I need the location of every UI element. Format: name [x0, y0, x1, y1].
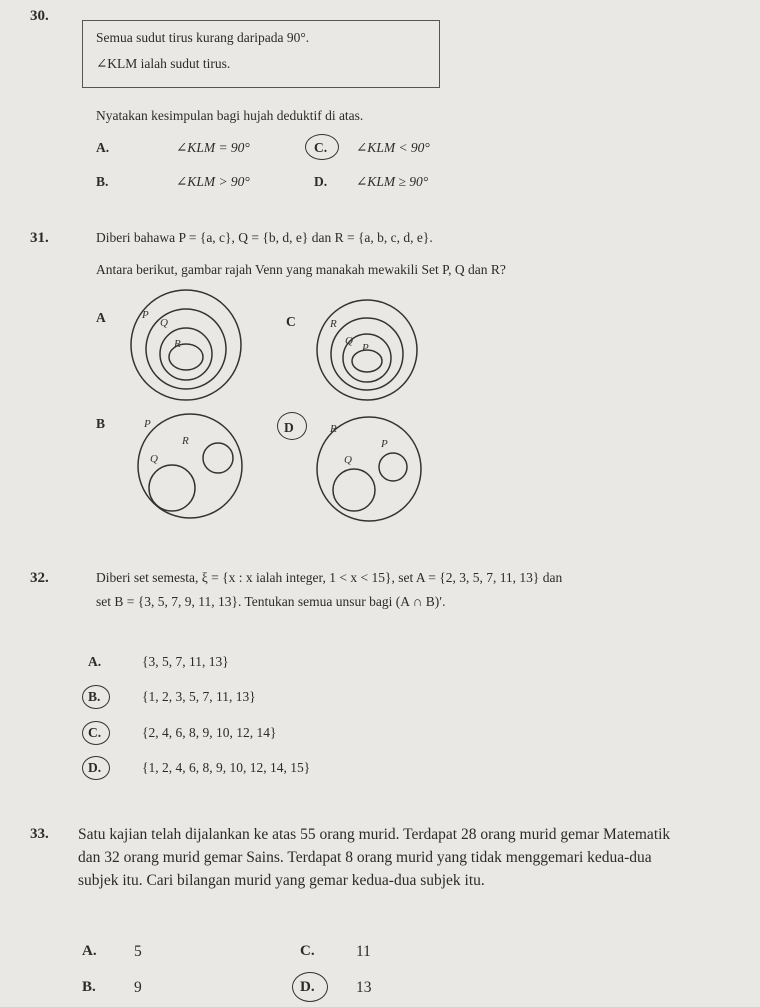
q31-stem: Diberi bahawa P = {a, c}, Q = {b, d, e} dan R = {a, b, c, d, e}.	[96, 230, 433, 245]
venn-d-label-left: Q	[344, 454, 352, 466]
q33-option-c-letter[interactable]: C.	[300, 943, 315, 959]
venn-c-label-inner: P	[362, 342, 369, 354]
q30-premise-1: Semua sudut tirus kurang daripada 90°.	[96, 30, 310, 45]
venn-d-right-circle	[379, 453, 407, 481]
q30-option-b-letter[interactable]: B.	[96, 174, 109, 189]
q32-option-a-letter[interactable]: A.	[88, 654, 102, 669]
q32-number: 32.	[30, 570, 49, 586]
q33-option-c-text[interactable]: 11	[356, 943, 371, 960]
venn-d-left-circle	[333, 469, 375, 511]
venn-a-outer-circle	[131, 290, 241, 400]
q33-number: 33.	[30, 826, 49, 842]
q32-line-2: set B = {3, 5, 7, 9, 11, 13}. Tentukan semua unsur bagi (A ∩ B)′.	[96, 594, 446, 609]
venn-a-label-inner: R	[174, 338, 181, 350]
q31-option-b-letter[interactable]: B	[96, 416, 106, 431]
q31-number: 31.	[30, 230, 49, 246]
q33-line-1: Satu kajian telah dijalankan ke atas 55 orang murid. Terdapat 28 orang murid gemar Matematik	[78, 826, 671, 843]
q32-line-1: Diberi set semesta, ξ = {x : x ialah integer, 1 < x < 15}, set A = {2, 3, 5, 7, 11, 13} dan	[96, 570, 563, 585]
venn-a-label-outer: P	[142, 309, 149, 321]
q33-option-a-letter[interactable]: A.	[82, 943, 97, 959]
q30-option-a-letter[interactable]: A.	[96, 140, 110, 155]
q31-option-a-letter[interactable]: A	[96, 310, 106, 325]
q31-question: Antara berikut, gambar rajah Venn yang manakah mewakili Set P, Q dan R?	[96, 262, 506, 277]
q33-line-2: dan 32 orang murid gemar Sains. Terdapat 8 orang murid yang tidak menggemari kedua-dua	[78, 849, 652, 866]
q32-option-b-letter[interactable]: B.	[88, 689, 101, 704]
venn-b-label-outer: P	[144, 418, 151, 430]
q31-option-d-letter[interactable]: D	[284, 420, 294, 435]
q33-line-3: subjek itu. Cari bilangan murid yang gemar kedua-dua subjek itu.	[78, 872, 485, 889]
venn-d-label-outer: R	[330, 423, 337, 435]
q30-option-a-text[interactable]: ∠KLM = 90°	[176, 140, 250, 155]
venn-c-label-middle: Q	[345, 335, 353, 347]
q30-premise-2: ∠KLM ialah sudut tirus.	[96, 56, 231, 71]
q30-question: Nyatakan kesimpulan bagi hujah deduktif di atas.	[96, 108, 364, 123]
q33-option-d-letter[interactable]: D.	[300, 979, 315, 995]
q33-option-d-text[interactable]: 13	[356, 979, 372, 996]
venn-b-left-circle	[149, 465, 195, 511]
q30-option-c-letter[interactable]: C.	[314, 140, 328, 155]
venn-b-right-circle	[203, 443, 233, 473]
q32-option-d-letter[interactable]: D.	[88, 760, 102, 775]
q30-number: 30.	[30, 8, 49, 24]
q30-option-c-text[interactable]: ∠KLM < 90°	[356, 140, 430, 155]
q32-option-d-text[interactable]: {1, 2, 4, 6, 8, 9, 10, 12, 14, 15}	[142, 760, 311, 775]
q30-option-d-letter[interactable]: D.	[314, 174, 328, 189]
venn-a-label-middle: Q	[160, 317, 168, 329]
q33-option-a-text[interactable]: 5	[134, 943, 142, 960]
q32-option-c-text[interactable]: {2, 4, 6, 8, 9, 10, 12, 14}	[142, 725, 277, 740]
venn-b-label-left: Q	[150, 453, 158, 465]
q31-option-c-letter[interactable]: C	[286, 314, 296, 329]
venn-a-inner-circle	[160, 328, 212, 380]
venn-d-label-right: P	[381, 438, 388, 450]
venn-c-label-outer: R	[330, 318, 337, 330]
q33-option-b-text[interactable]: 9	[134, 979, 142, 996]
q30-option-b-text[interactable]: ∠KLM > 90°	[176, 174, 250, 189]
q32-option-a-text[interactable]: {3, 5, 7, 11, 13}	[142, 654, 229, 669]
venn-c-middle-circle	[331, 318, 403, 390]
q33-option-b-letter[interactable]: B.	[82, 979, 96, 995]
q32-option-b-text[interactable]: {1, 2, 3, 5, 7, 11, 13}	[142, 689, 256, 704]
venn-a-middle-circle	[146, 309, 226, 389]
q32-option-c-letter[interactable]: C.	[88, 725, 102, 740]
venn-b-label-right: R	[182, 435, 189, 447]
q30-option-d-text[interactable]: ∠KLM ≥ 90°	[356, 174, 429, 189]
